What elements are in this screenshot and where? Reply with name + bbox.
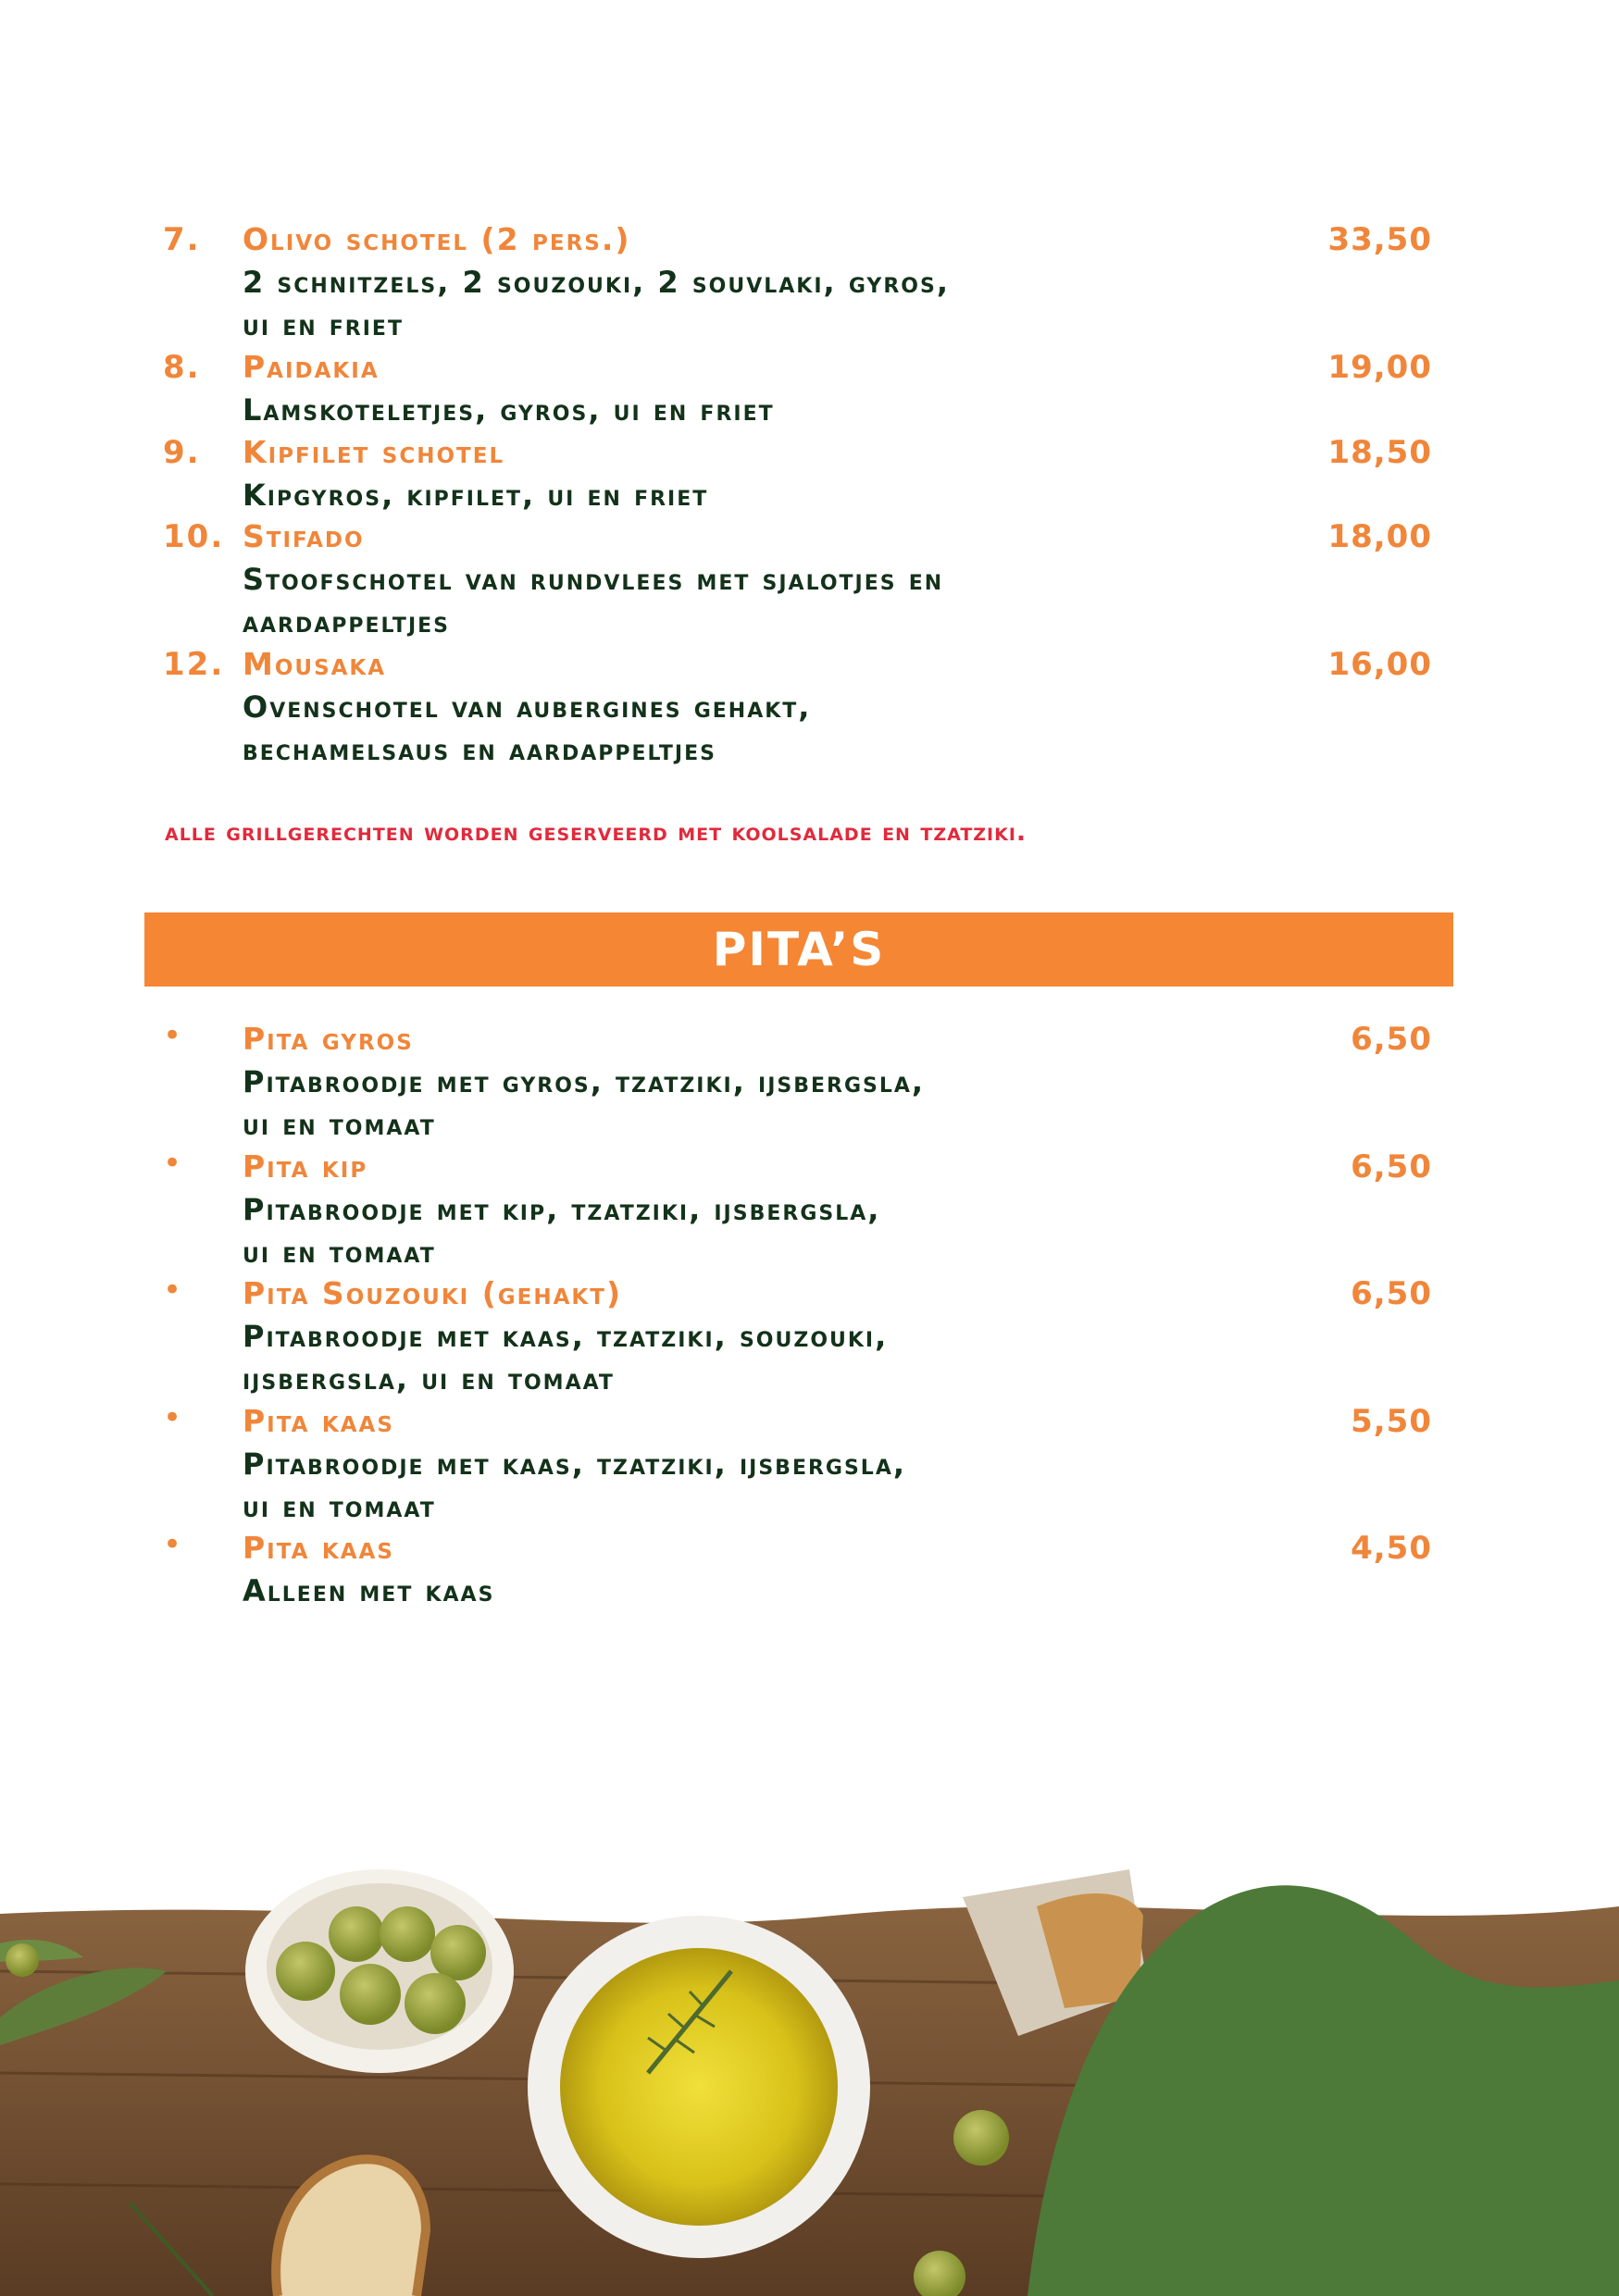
bullet-icon: • [163, 1017, 182, 1054]
item-description [243, 474, 1261, 516]
description-line: ui en tomaat [243, 1235, 436, 1270]
item-price: 6,50 [1351, 1148, 1432, 1185]
item-name: Pita gyros [243, 1021, 414, 1057]
description-line: Pitabroodje met kip, tzatziki, ijsbergsla, [243, 1192, 881, 1227]
description-line: ui en tomaat [243, 1107, 436, 1142]
item-price: 6,50 [1351, 1275, 1432, 1312]
description-line: Kipgyros, kipfilet, ui en friet [243, 478, 709, 513]
description-line: Ovenschotel van aubergines gehakt, [243, 689, 812, 725]
item-name: Mousaka [243, 646, 387, 682]
section-title: PITA’S [712, 923, 886, 976]
item-number: 12. [163, 646, 225, 683]
olive-shape [953, 2110, 1009, 2166]
item-description [243, 558, 1261, 643]
description-line: Pitabroodje met kaas, tzatziki, souzouki, [243, 1319, 889, 1354]
description-line: Lamskoteletjes, gyros, ui en friet [243, 392, 775, 428]
item-price: 4,50 [1351, 1530, 1432, 1567]
description-line: bechamelsaus en aardappeltjes [243, 732, 716, 767]
item-price: 16,00 [1327, 646, 1432, 683]
description-line: Pitabroodje met kaas, tzatziki, ijsbergsla, [243, 1446, 907, 1482]
item-price: 19,00 [1327, 349, 1432, 386]
item-number: 7. [163, 221, 201, 258]
item-number: 9. [163, 434, 201, 471]
item-price: 18,50 [1327, 434, 1432, 471]
item-number: 10. [163, 518, 225, 555]
description-line: 2 schnitzels, 2 souzouki, 2 souvlaki, gyros, [243, 265, 950, 300]
item-description [243, 261, 1261, 346]
item-name: Pita kip [243, 1148, 368, 1185]
item-name: Paidakia [243, 349, 380, 385]
item-price: 33,50 [1327, 221, 1432, 258]
item-name: Pita kaas [243, 1530, 394, 1566]
bullet-icon: • [163, 1145, 182, 1182]
item-name: Stifado [243, 518, 365, 554]
grill-note: alle grillgerechten worden geserveerd met koolsalade en tzatziki. [165, 818, 1027, 847]
item-description [243, 1188, 1261, 1273]
bullet-icon: • [163, 1526, 182, 1563]
description-line: ui en tomaat [243, 1489, 436, 1524]
item-description [243, 1061, 1261, 1146]
item-name: Pita kaas [243, 1403, 394, 1439]
item-number: 8. [163, 349, 201, 386]
item-name: Olivo schotel (2 pers.) [243, 221, 631, 257]
item-price: 5,50 [1351, 1403, 1432, 1440]
item-description [243, 686, 1261, 771]
wave-edge [0, 1832, 1619, 1923]
item-price: 6,50 [1351, 1021, 1432, 1058]
description-line: Stoofschotel van rundvlees met sjalotjes en [243, 562, 944, 597]
item-description [243, 1443, 1261, 1528]
item-description [243, 389, 1261, 431]
olive-shape [6, 1943, 39, 1977]
item-description [243, 1570, 1261, 1612]
description-line: ijsbergsla, ui en tomaat [243, 1361, 615, 1396]
description-line: aardappeltjes [243, 604, 450, 639]
item-name: Pita Souzouki (gehakt) [243, 1275, 623, 1311]
food-photo-footer [0, 1832, 1619, 2296]
bullet-icon: • [163, 1272, 182, 1309]
item-description [243, 1315, 1261, 1400]
item-name: Kipfilet schotel [243, 434, 505, 470]
description-line: Pitabroodje met gyros, tzatziki, ijsbergsla, [243, 1064, 926, 1099]
bullet-icon: • [163, 1399, 182, 1436]
description-line: ui en friet [243, 307, 404, 342]
description-line: Alleen met kaas [243, 1573, 495, 1608]
item-price: 18,00 [1327, 518, 1432, 555]
section-banner [144, 912, 1453, 987]
